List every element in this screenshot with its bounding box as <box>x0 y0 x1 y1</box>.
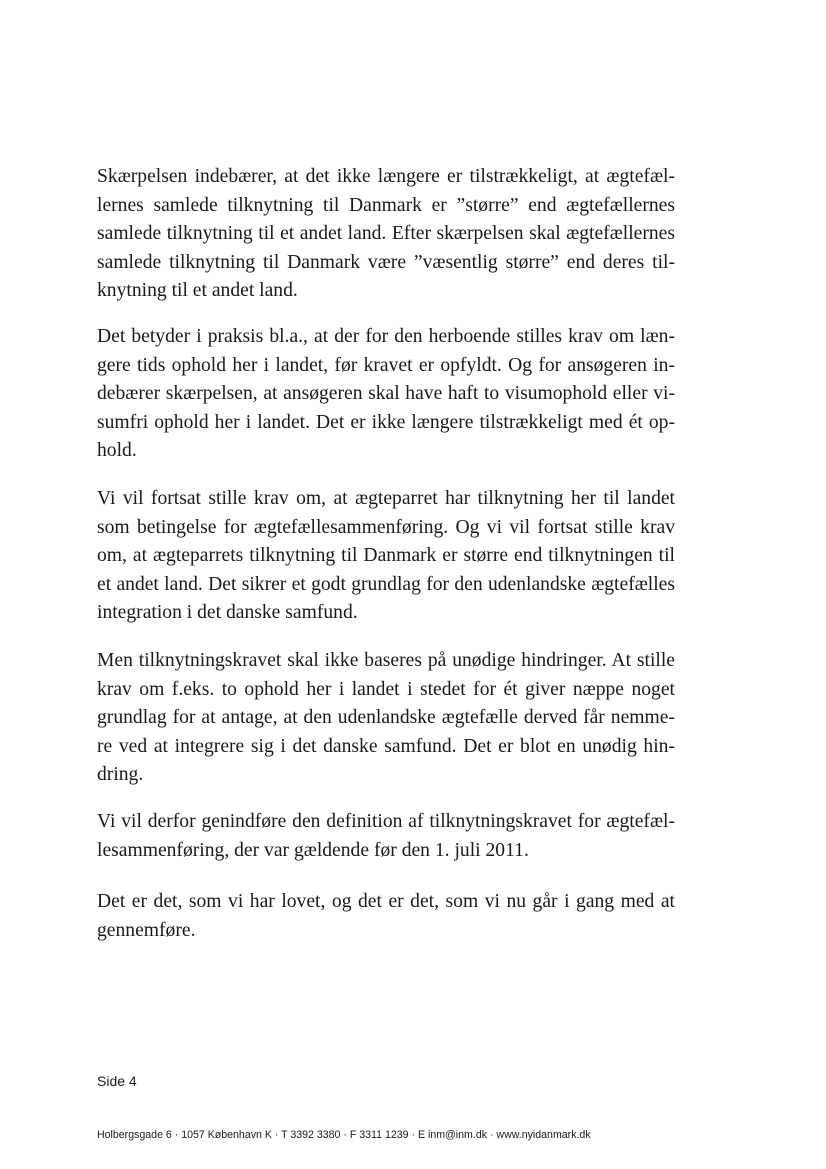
text-line: samlede tilknytning til Danmark være ”væsentlig større” end deres til- <box>97 251 675 273</box>
text-line: hold. <box>97 440 137 462</box>
footer-contact-info: Holbergsgade 6 · 1057 København K · T 3392 3380 · F 3311 1239 · E inm@inm.dk · www.nyidanmark.dk <box>97 1129 591 1141</box>
text-line: dring. <box>97 764 144 786</box>
text-line: Det betyder i praksis bl.a., at der for den herboende stilles krav om læn- <box>97 326 675 347</box>
text-line: Men tilknytningskravet skal ikke baseres på unødige hindringer. At stille <box>97 650 675 671</box>
text-line: sumfri ophold her i landet. Det er ikke længere tilstrækkeligt med ét op- <box>97 411 675 433</box>
paragraph-5 <box>97 808 675 865</box>
text-line: Skærpelsen indebærer, at det ikke længere er tilstrækkeligt, at ægtefæl- <box>97 166 675 187</box>
page-number: Side 4 <box>97 1073 137 1089</box>
text-line: lesammenføring, der var gældende før den 1. juli 2011. <box>97 839 529 861</box>
text-line: debærer skærpelsen, at ansøgeren skal have haft to visumophold eller vi- <box>97 383 675 405</box>
text-line: om, at ægteparrets tilknytning til Danmark er større end tilknytningen til <box>97 545 675 567</box>
text-line: som betingelse for ægtefællesammenføring. Og vi vil fortsat stille krav <box>97 516 675 538</box>
text-line: et andet land. Det sikrer et godt grundlag for den udenlandske ægtefælles <box>97 573 675 595</box>
text-line: integration i det danske samfund. <box>97 602 358 624</box>
text-line: Vi vil derfor genindføre den definition af tilknytningskravet for ægtefæl- <box>97 811 675 832</box>
text-line: gennemføre. <box>97 919 196 941</box>
paragraph-4 <box>97 647 675 790</box>
text-line: knytning til et andet land. <box>97 280 298 302</box>
text-line: re ved at integrere sig i det danske samfund. Det er blot en unødig hin- <box>97 735 675 757</box>
paragraph-1 <box>97 163 675 306</box>
text-line: Det er det, som vi har lovet, og det er det, som vi nu går i gang med at <box>97 891 675 912</box>
text-line: lernes samlede tilknytning til Danmark er ”større” end ægtefællernes <box>97 194 675 216</box>
paragraph-2 <box>97 323 675 466</box>
paragraph-3 <box>97 485 675 628</box>
paragraph-6 <box>97 888 675 945</box>
text-line: gere tids ophold her i landet, før kravet er opfyldt. Og for ansøgeren in- <box>97 354 675 376</box>
text-line: Vi vil fortsat stille krav om, at ægteparret har tilknytning her til landet <box>97 488 675 509</box>
text-line: grundlag for at antage, at den udenlandske ægtefælle derved får nemme- <box>97 707 675 729</box>
text-line: krav om f.eks. to ophold her i landet i stedet for ét giver næppe noget <box>97 678 675 700</box>
text-line: samlede tilknytning til et andet land. Efter skærpelsen skal ægtefællernes <box>97 223 675 245</box>
